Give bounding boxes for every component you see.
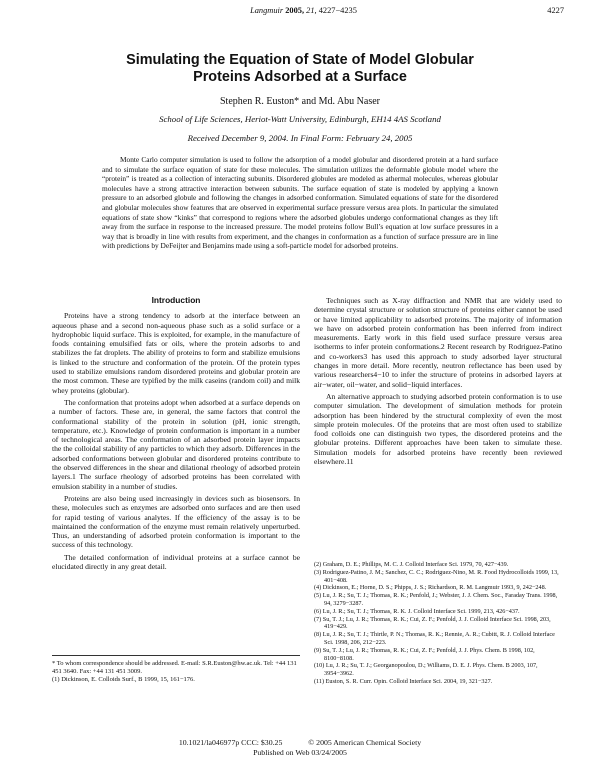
page-number: 4227 xyxy=(547,6,564,15)
left-column xyxy=(52,296,300,574)
reference-item: (10) Lu, J. R.; Su, T. J.; Georganopoulou, D.; Williams, D. E. J. Phys. Chem. B 2003, 107, 3954−3962. xyxy=(314,662,538,678)
published-date: Published on Web 03/24/2005 xyxy=(253,748,347,757)
journal-volume: 21, xyxy=(306,6,317,15)
reference-item: (4) Dickinson, E.; Horne, D. S.; Phipps, J. S.; Richardson, R. M. Langmuir 1993, 9, 242−248. xyxy=(314,584,547,592)
doi-price: 10.1021/la046977p CCC: $30.25 xyxy=(178,738,283,747)
received-dates: Received December 9, 2004. In Final Form: February 24, 2005 xyxy=(187,133,413,143)
reference-item: (3) Rodriguez-Patino, J. M.; Sanchez, C. C.; Rodriguez-Nino, M. R. Food Hydrocolloids 1999, 13, 401−408. xyxy=(314,568,559,584)
reference-item: (6) Lu, J. R.; Su, T. J.; Thomas, R. K. J. Colloid Interface Sci. 1999, 213, 426−437. xyxy=(314,607,520,615)
journal-year: 2005, xyxy=(285,6,305,15)
abstract: Monte Carlo computer simulation is used to follow the adsorption of a model globular and disordered protein at a hard surface and to simulate the surface equation of state for these molecules. The simulation utilizes the deformable globule model where the “protein” is treated as a collection of interacting subunits. Disordered globules are modeled as athermal molecules, whereas globular molecules have a strong attractive interaction between subunits. The surface equation of state is modeled by applying a known pressure to an adsorbed globule and following the changes in adsorbed conformation. Simulated equations of state for the disordered and globular molecules show features that are observed in experimental surface pressure versus area plots. In particular the simulated equations of state show “kinks” that correspond to regions where the adsorbed globules undergo conformational changes as they lift away from the surface in response to the increased pressure. The model proteins follow Bull’s equation at low surface pressures in a way that is broadly in line with results from experiment, and the changes in conformation as a function of surface pressure are in line with predictions by DeFeijter and Benjamins made using a soft-particle model for adsorbed proteins. xyxy=(102,155,498,251)
affiliation: School of Life Sciences, Heriot-Watt University, Edinburgh, EH14 4AS Scotland xyxy=(159,114,441,124)
journal-reference xyxy=(43,6,564,15)
reference-list xyxy=(314,561,562,686)
copyright: © 2005 American Chemical Society xyxy=(308,738,422,747)
reference-item: (2) Graham, D. E.; Phillips, M. C. J. Colloid Interface Sci. 1979, 70, 427−439. xyxy=(314,561,509,568)
reference-item: (11) Euston, S. R. Curr. Opin. Colloid Interface Sci. 2004, 19, 321−327. xyxy=(314,677,493,685)
body-paragraph: The detailed conformation of individual proteins at a surface cannot be elucidated directly in any great detail. xyxy=(52,552,300,572)
title-line-2: Proteins Adsorbed at a Surface xyxy=(193,69,407,85)
reference-item: (9) Su, T. J.; Lu, J. R.; Thomas, R. K.; Cui, Z. F.; Penfold, J. J. Phys. Chem. B 1998, 102, 8100−8108. xyxy=(314,646,535,662)
reference-item: (7) Su, T. J.; Lu, J. R.; Thomas, R. K.; Cui, Z. F.; Penfold, J. J. Colloid Interface Sci. 1998, 203, 419−429. xyxy=(314,615,551,631)
body-paragraph: Proteins are also being used increasingly in devices such as biosensors. In these, molecules such as enzymes are adsorbed onto surfaces and are then used for rapid testing of various analytes. If the efficiency of the assay is to be maintained the conformation of the enzyme must remain relatively unperturbed. Thus, an understanding of adsorbed protein conformation is important to the success of this technology. xyxy=(52,493,300,550)
body-paragraph: Proteins have a strong tendency to adsorb at the interface between an aqueous phase and a second non-aqueous phase such as a solid surface or a hydrophobic liquid surface. This is exploited, for example, in the manufacture of foods containing emulsified fats or oils, where the protein adsorbs to and stabilizes the fat droplets. The ability of proteins to form and stabilize emulsions is linked to the structure and conformation of the protein. Of the protein types used to stabilize emulsions random disordered proteins and globular protein are the most common. These are typified by the milk caseins (random coil) and milk whey proteins (globular). xyxy=(52,311,300,395)
reference-item: (8) Lu, J. R.; Su, T. J.; Thirtle, P. N.; Thomas, R. K.; Rennie, A. R.; Cubitt, R. J. Colloid Interface Sci. 1998, 206, 212−223. xyxy=(314,631,555,646)
reference-item: (1) Dickinson, E. Colloids Surf., B 1999, 15, 161−176. xyxy=(52,676,195,683)
page-footer xyxy=(0,738,600,758)
body-paragraph: The conformation that proteins adopt when adsorbed at a surface depends on a number of factors. These are, in general, the same factors that control the conformational stability of the protein in solution (pH, ionic strength, temperature, etc.). Knowledge of protein conformation is important in a number of technological areas. The conformation of an adsorbed protein layer impacts the the colloidal stability of any particles to which they adsorb. Differences in the adsorbed conformations between globular and disordered proteins contribute to the observed differences in the shear and dilational rheology of adsorbed protein layers.1 The surface rheology of adsorbed proteins has been correlated with emulsion stability in a number of studies. xyxy=(52,397,300,491)
introduction-heading: Introduction xyxy=(151,295,201,305)
journal-name: Langmuir xyxy=(250,6,284,15)
body-paragraph: Techniques such as X-ray diffraction and NMR that are widely used to determine crystal structure or solution structure of proteins either cannot be used or have limited applicability to adsorbed proteins. The majority of information we have on adsorbed protein conformation has been inferred from indirect measurements. Early work in this field used surface pressure versus area isotherms to infer protein conformations.2 Recent research by Rodriguez-Patino and co-workers3 has used this approach to study adsorbed layer structural changes in more detail. More recently, neutron reflectance has been used by various researchers4−10 to infer the structure of proteins in adsorbed layers at air−water, oil−water, and solid−liquid interfaces. xyxy=(314,296,562,389)
right-column xyxy=(314,296,562,469)
body-paragraph: An alternative approach to studying adsorbed protein conformation is to use computer simulation. The development of simulation methods for protein adsorption has been hindered by the structural complexity of even the most simple protein molecules. Of the proteins that are most often used to stabilize food colloids one can distinguish two types, the disordered proteins and the globular proteins. Different approaches have been taken to simulate these. Simulation models for adsorbed proteins have recently been reviewed elsewhere.11 xyxy=(314,391,562,467)
journal-pages: 4227−4235 xyxy=(318,6,357,15)
article-title xyxy=(60,52,540,86)
running-header xyxy=(43,6,564,20)
title-line-1: Simulating the Equation of State of Model Globular xyxy=(126,52,474,68)
correspondence-note: * To whom correspondence should be addressed. E-mail: S.R.Euston@hw.ac.uk. Tel: +44 131 451 3640. Fax: +44 131 451 3009. xyxy=(52,660,297,675)
reference-item: (5) Lu, J. R.; Su, T. J.; Thomas, R. K.; Penfold, J.; Webster, J. J. Chem. Soc., Faraday Trans. 1998, 94, 3279−3287. xyxy=(314,592,558,607)
correspondence-footnotes xyxy=(52,655,300,684)
authors: Stephen R. Euston* and Md. Abu Naser xyxy=(220,96,380,107)
